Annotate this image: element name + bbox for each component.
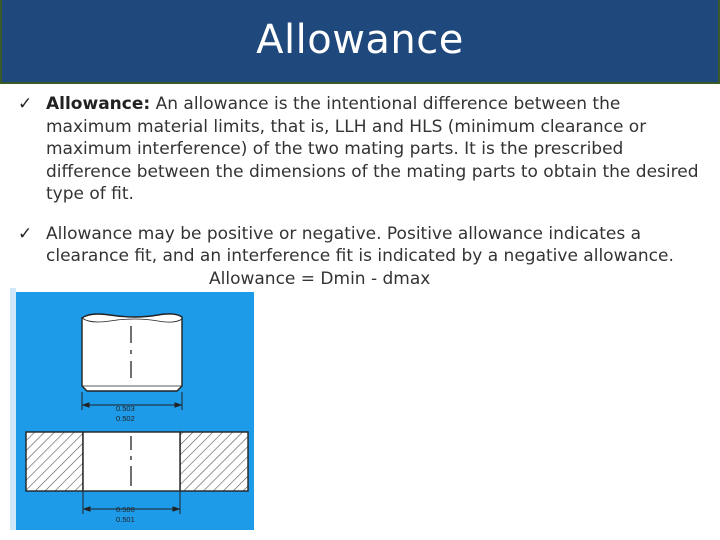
shaft-drawing: [82, 314, 182, 391]
shaft-dim-upper: 0.503: [116, 404, 135, 413]
bullet-list: [18, 93, 708, 290]
figure-left-strip: [10, 288, 16, 530]
hole-plate-drawing: [26, 432, 248, 491]
check-mark-icon: ✓: [18, 94, 33, 114]
slide-title: Allowance: [256, 17, 464, 63]
shaft-dim-lower: 0.502: [116, 414, 135, 423]
bullet-body: Allowance may be positive or negative. Positive allowance indicates a clearance fit, and an interference fit is indicated by a negative allowance.: [46, 223, 674, 266]
shaft-hole-figure: [10, 288, 254, 530]
bullet-body: An allowance is the intentional difference between the maximum material limits, that is, LLH and HLS (minimum clearance or maximum interference) of the two mating parts. It is the prescribed difference between the dimensions of the mating parts to obtain the desired type of fit.: [46, 94, 699, 204]
hole-dim-upper: 0.500: [116, 505, 135, 514]
shaft-hole-diagram: [10, 288, 254, 530]
bullet-text: [46, 93, 708, 206]
bullet-text: [46, 223, 708, 291]
hole-dim-lower: 0.501: [116, 515, 135, 524]
allowance-formula: Allowance = Dmin - dmax: [209, 268, 431, 289]
bullet-item-allowance-sign: [18, 223, 708, 291]
bullet-term: Allowance:: [46, 94, 151, 114]
bullet-item-allowance-definition: [18, 93, 708, 206]
check-mark-icon: ✓: [18, 223, 33, 244]
slide-title-bar: [0, 0, 720, 84]
